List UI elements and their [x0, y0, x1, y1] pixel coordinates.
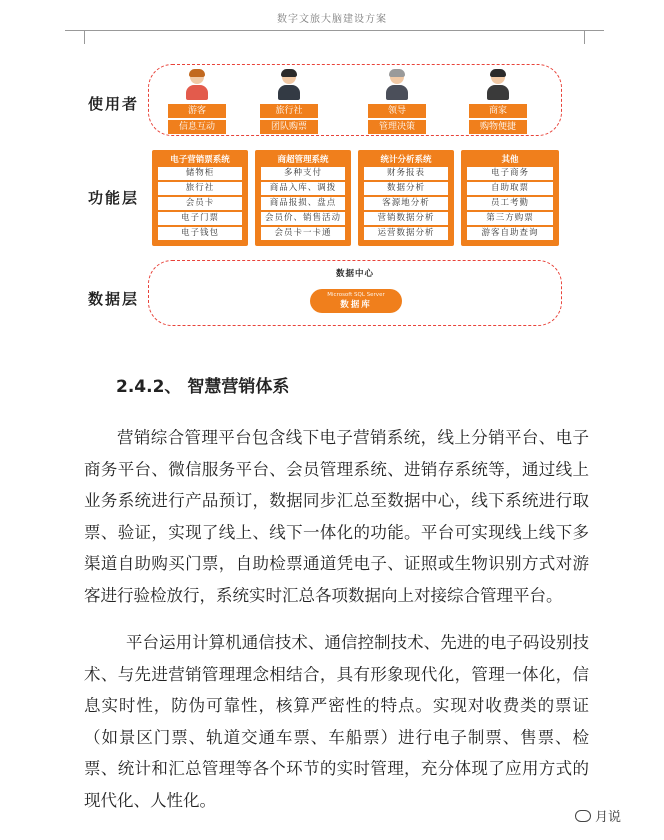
role-tag: 购物便捷 [469, 120, 527, 134]
role-name: 游客 [168, 104, 226, 118]
module-item: 电子钱包 [158, 227, 242, 240]
database-icon [310, 289, 402, 313]
module-supermarket [255, 150, 351, 246]
database-brand: Microsoft SQL Server [327, 292, 385, 298]
wechat-icon [575, 810, 591, 822]
module-item: 营销数据分析 [364, 212, 448, 225]
module-title: 统计分析系统 [380, 155, 432, 165]
paragraph: 营销综合管理平台包含线下电子营销系统，线上分销平台、电子商务平台、微信服务平台、会员管理系统、进销存系统等，通过线上业务系统进行产品预订，数据同步汇总至数据中心，线下系统进行取票、验证，实现了线上、线下一体化的功能。平台可实现线上线下多渠道自助购买门票，自助检票通道凭电子、证照或生物识别方式对游客进行验检放行，系统实时汇总各项数据向上对接综合管理平台。 [84, 428, 589, 605]
leader-avatar-icon [385, 70, 409, 100]
role-name: 旅行社 [260, 104, 318, 118]
travel-agency-avatar-icon [277, 70, 301, 100]
module-item: 商品报损、盘点 [261, 197, 345, 210]
module-item: 会员价、销售活动 [261, 212, 345, 225]
role-tourist [162, 70, 232, 134]
layer-label-data: 数据层 [88, 290, 140, 308]
module-item: 储物柜 [158, 167, 242, 180]
role-travel-agency [254, 70, 324, 134]
module-item: 会员卡 [158, 197, 242, 210]
merchant-avatar-icon [486, 70, 510, 100]
module-item: 员工考勤 [467, 197, 553, 210]
database-label: 数据库 [340, 300, 372, 310]
layer-label-users: 使用者 [88, 95, 140, 113]
watermark [575, 806, 621, 825]
role-name: 领导 [368, 104, 426, 118]
module-item: 数据分析 [364, 182, 448, 195]
module-item: 旅行社 [158, 182, 242, 195]
module-item: 商品入库、调拨 [261, 182, 345, 195]
section-heading: 2.4.2、 智慧营销体系 [116, 377, 290, 397]
module-item: 客源地分析 [364, 197, 448, 210]
module-title: 商超管理系统 [277, 155, 329, 165]
role-name: 商家 [469, 104, 527, 118]
module-item: 游客自助查询 [467, 227, 553, 240]
watermark-text: 月说 [595, 810, 622, 825]
module-item: 运营数据分析 [364, 227, 448, 240]
paragraph: 平台运用计算机通信技术、通信控制技术、先进的电子码设别技术、与先进营销管理理念相结合，具有形象现代化，管理一体化，信息实时性，防伪可靠性，核算严密性的特点。实现对收费类的票证（如景区门票、轨道交通车票、车船票）进行电子制票、售票、检票、统计和汇总管理等各个环节的实时管理，充分体现了应用方式的现代化、人性化。 [84, 633, 589, 810]
module-item: 会员卡一卡通 [261, 227, 345, 240]
role-merchant [463, 70, 533, 134]
tourist-avatar-icon [185, 70, 209, 100]
module-statistics [358, 150, 454, 246]
module-title: 电子营销票系统 [170, 155, 230, 165]
role-tag: 管理决策 [368, 120, 426, 134]
layer-label-function: 功能层 [88, 189, 140, 207]
header-rule [84, 30, 584, 31]
module-item: 电子门票 [158, 212, 242, 225]
module-item: 财务报表 [364, 167, 448, 180]
module-other [461, 150, 559, 246]
role-tag: 信息互动 [168, 120, 226, 134]
crop-mark-right [584, 30, 604, 44]
module-item: 多种支付 [261, 167, 345, 180]
role-tag: 团队购票 [260, 120, 318, 134]
module-item: 第三方购票 [467, 212, 553, 225]
role-leader [362, 70, 432, 134]
module-item: 电子商务 [467, 167, 553, 180]
module-title: 其他 [501, 155, 519, 165]
data-center-label: 数据中心 [335, 269, 374, 279]
module-ticketing [152, 150, 248, 246]
crop-mark-left [65, 30, 85, 44]
module-item: 自助取票 [467, 182, 553, 195]
page-header-title: 数字文旅大脑建设方案 [277, 14, 387, 25]
